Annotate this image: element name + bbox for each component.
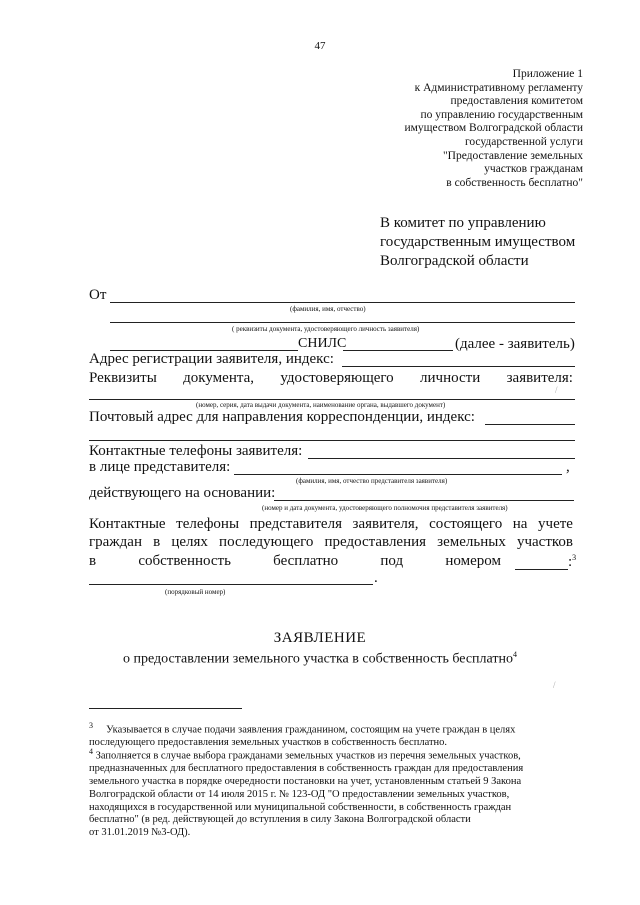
footnote-line: находящихся в государственной или муниципальной собственности, в собственность граждан	[89, 801, 512, 813]
document-title: ЗАЯВЛЕНИЕ	[273, 630, 367, 646]
from-label: От	[89, 287, 107, 303]
footnote-line: предназначенных для бесплатного предоставления в собственность граждан для предоставления	[89, 763, 524, 775]
page-number: 47	[314, 40, 326, 52]
ownership-word: номером	[445, 553, 501, 569]
citizens-word: граждан	[89, 534, 142, 550]
rep-phones-word: заявителя,	[352, 516, 419, 532]
appendix-header	[303, 68, 583, 190]
footnote-separator	[89, 708, 242, 709]
requisites-fill-line[interactable]	[89, 399, 575, 400]
scan-mark: /	[555, 385, 558, 395]
ownership-row	[89, 553, 501, 570]
requisites-word: документа,	[183, 370, 254, 386]
footnote-line: Волгоградской области от 14 июля 2015 г. № 123-ОД "О предоставлении земельных участков,	[89, 788, 510, 800]
representative-label: в лице представителя:	[89, 459, 231, 475]
rep-phones-word: телефоны	[176, 516, 240, 532]
appendix-line: участков гражданам	[484, 163, 583, 176]
addressee	[380, 214, 575, 271]
ownership-number-line[interactable]	[515, 569, 568, 570]
footnote-line: от 31.01.2019 №3-ОД).	[89, 827, 191, 839]
citizens-row	[89, 534, 573, 551]
appendix-line: имуществом Волгоградской области	[404, 122, 583, 135]
caption-fio: (фамилия, имя, отчество)	[290, 305, 366, 313]
appendix-line: Приложение 1	[512, 68, 583, 80]
representative-line[interactable]	[234, 474, 562, 475]
ownership-word: бесплатно	[273, 553, 339, 569]
footnote-text: Заполняется в случае выбора гражданами земельных участков из перечня земельных участков,	[95, 750, 521, 762]
citizens-word: земельных	[437, 534, 506, 550]
requisites-word: Реквизиты	[89, 370, 157, 386]
requisites-word: личности	[420, 370, 481, 386]
footnote-line	[89, 720, 586, 737]
footnote-4	[89, 746, 586, 840]
representative-comma: ,	[566, 459, 570, 475]
rep-phones-row	[89, 516, 573, 533]
rep-phones-word: Контактные	[89, 516, 166, 532]
requisites-row	[89, 370, 573, 387]
footnote-ref-4: 4	[513, 650, 517, 659]
rep-phones-word: учете	[538, 516, 573, 532]
addressee-line: государственным имуществом	[380, 234, 576, 250]
appendix-line: в собственность бесплатно"	[446, 176, 583, 189]
citizens-word: участков	[516, 534, 573, 550]
caption-passport: (номер, серия, дата выдачи документа, наименование органа, выдавшего документ)	[196, 401, 446, 409]
caption-basis: (номер и дата документа, удостоверяющего полномочия представителя заявителя)	[262, 504, 508, 512]
citizens-word: предоставления	[324, 534, 427, 550]
postal-label: Почтовый адрес для направления корреспонденции, индекс:	[89, 409, 475, 425]
requisites-word: удостоверяющего	[280, 370, 394, 386]
appendix-line: по управлению государственным	[420, 108, 583, 121]
citizens-word: последующего	[219, 534, 314, 550]
postal-line-1[interactable]	[485, 424, 575, 425]
footnote-line: бесплатно" (в ред. действующей до вступления в силу Закона Волгоградской области	[89, 814, 471, 826]
ownership-word: собственность	[138, 553, 231, 569]
doc-fill-line[interactable]	[110, 322, 575, 323]
footnote-text: Указывается в случае подачи заявления гражданином, состоящим на учете граждан в целях	[106, 724, 516, 736]
footnote-ref-3: 3	[572, 553, 577, 562]
footnote-line: земельного участка в порядке очередности постановки на учет, установленным статьей 9 Закона	[89, 776, 522, 788]
reg-address-label: Адрес регистрации заявителя, индекс:	[89, 351, 334, 367]
from-fill-line[interactable]	[110, 302, 575, 303]
ownership-word: в	[89, 553, 97, 569]
phones-label: Контактные телефоны заявителя:	[89, 443, 303, 459]
appendix-line: "Предоставление земельных	[442, 149, 583, 162]
appendix-line: к Административному регламенту	[414, 81, 583, 94]
ownership-colon: :$^3$	[568, 553, 577, 570]
caption-rep: (фамилия, имя, отчество представителя заявителя)	[296, 477, 448, 485]
footnote-mark: 3	[89, 721, 93, 730]
caption-doc: ( реквизиты документа, удостоверяющего личность заявителя)	[232, 325, 420, 333]
applicant-suffix: (далее - заявитель)	[455, 336, 575, 352]
basis-line[interactable]	[274, 500, 574, 501]
scan-mark: /	[553, 680, 556, 690]
appendix-line: государственной услуги	[464, 135, 583, 148]
rep-phones-word: состоящего	[429, 516, 503, 532]
reg-address-line[interactable]	[342, 366, 575, 367]
appendix-line: предоставления комитетом	[450, 95, 583, 108]
requisites-word: заявителя:	[506, 370, 573, 386]
footnote-line: последующего предоставления земельных участков в собственность бесплатно.	[89, 737, 448, 749]
subtitle-text: о предоставлении земельного участка в собственность бесплатно	[122, 651, 513, 667]
addressee-line: Волгоградской области	[380, 253, 529, 269]
footnote-line	[89, 746, 586, 763]
order-number-line[interactable]	[89, 584, 373, 585]
footnote-mark: 4	[89, 747, 93, 756]
caption-order: (порядковый номер)	[165, 588, 226, 596]
basis-label: действующего на основании:	[89, 485, 276, 501]
ownership-word: под	[380, 553, 404, 569]
document-subtitle	[0, 650, 640, 668]
citizens-word: целях	[171, 534, 208, 550]
citizens-word: в	[153, 534, 161, 550]
order-dot: .	[374, 570, 378, 586]
addressee-line: В комитет по управлению	[380, 215, 546, 231]
snils-label: СНИЛС	[298, 336, 347, 351]
rep-phones-word: на	[512, 516, 528, 532]
rep-phones-word: представителя	[249, 516, 342, 532]
postal-line-2[interactable]	[89, 440, 575, 441]
